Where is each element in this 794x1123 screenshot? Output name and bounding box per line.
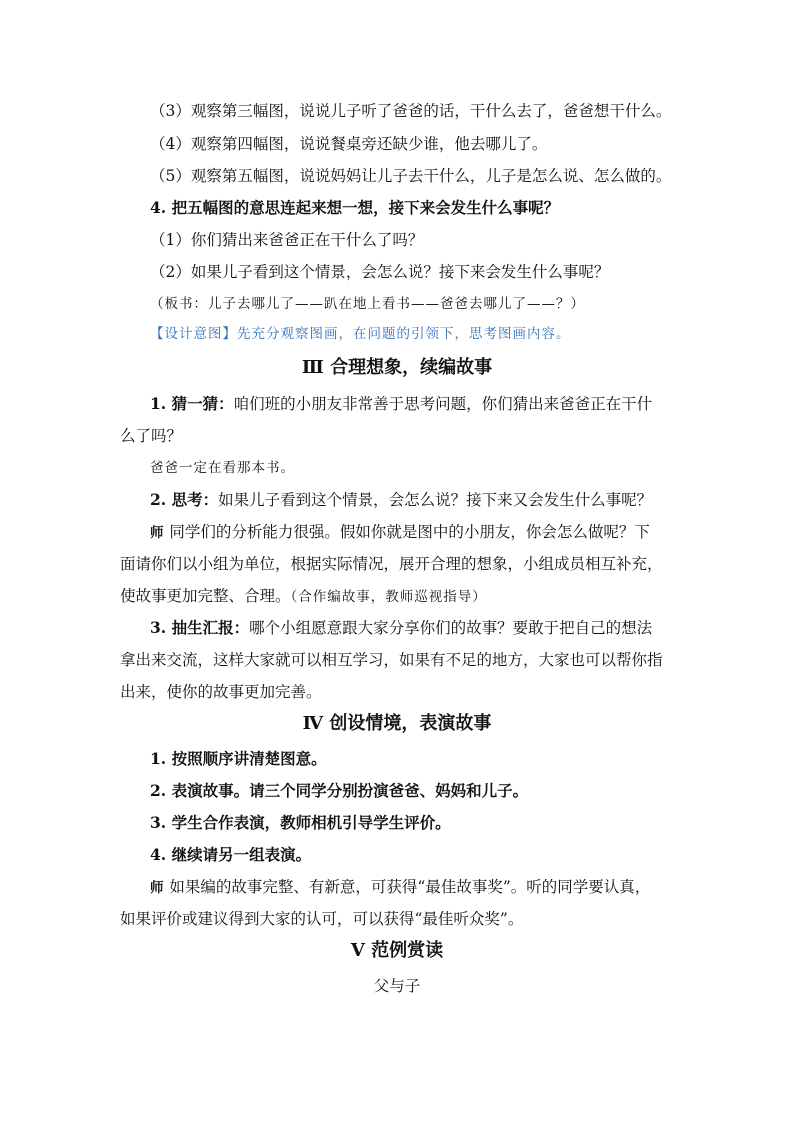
perform-item-4: 4. 继续请另一组表演。 xyxy=(150,845,312,864)
award-text-1: 如果编的故事完整、有新意，可获得“最佳故事奖”。听的同学要认真， xyxy=(164,878,651,896)
teacher-note: （合作编故事，教师巡视指导） xyxy=(290,589,487,605)
award-paragraph-cont: 如果评价或建议得到大家的认可，可以获得“最佳听众奖”。 xyxy=(120,910,524,928)
think-label: 2. 思考： xyxy=(150,490,219,509)
section-4-heading: Ⅳ 创设情境，表演故事 xyxy=(302,713,492,734)
report-paragraph xyxy=(150,617,710,639)
teacher-paragraph-cont-1: 面请你们以小组为单位，根据实际情况，展开合理的想象，小组成员相互补充， xyxy=(120,555,663,573)
section-5-heading: Ⅴ 范例赏读 xyxy=(350,940,444,961)
section-3-paragraph-1-cont: 么了吗？ xyxy=(120,427,183,445)
question-2: （2）如果儿子看到这个情景，会怎么说？接下来会发生什么事呢？ xyxy=(150,263,610,281)
design-intent-text: 先充分观察图画，在问题的引领下，思考图画内容。 xyxy=(237,326,571,342)
report-paragraph-cont-1: 拿出来交流，这样大家就可以相互学习，如果有不足的地方，大家也可以帮你指 xyxy=(120,651,663,669)
example-title: 父与子 xyxy=(373,977,421,995)
report-label: 3. 抽生汇报： xyxy=(150,618,250,637)
think-text: 如果儿子看到这个情景，会怎么说？接下来又会发生什么事呢？ xyxy=(218,491,653,509)
design-intent-tag: 【设计意图】 xyxy=(150,326,237,342)
section-3-paragraph-1 xyxy=(150,393,710,415)
question-1: （1）你们猜出来爸爸正在干什么了吗？ xyxy=(150,231,424,249)
teacher-text-3: 使故事更加完整、合理。 xyxy=(120,587,291,605)
item-observe-fourth-picture: （4）观察第四幅图，说说餐桌旁还缺少谁，他去哪儿了。 xyxy=(150,135,548,153)
section-3-paragraph-2 xyxy=(150,489,710,511)
teacher-paragraph-cont-2 xyxy=(120,585,680,608)
perform-item-2: 2. 表演故事。请三个同学分别扮演爸爸、妈妈和儿子。 xyxy=(150,781,529,800)
teacher-text-1: 同学们的分析能力很强。假如你就是图中的小朋友，你会怎么做呢？下 xyxy=(164,523,650,541)
perform-item-1: 1. 按照顺序讲清楚图意。 xyxy=(150,749,327,768)
guess-answer: 爸爸一定在看那本书。 xyxy=(150,460,295,476)
report-text-1: 哪个小组愿意跟大家分享你们的故事？要敢于把自己的想法 xyxy=(249,619,653,637)
award-paragraph xyxy=(150,876,710,899)
guess-text: 咱们班的小朋友非常善于思考问题，你们猜出来爸爸正在干什 xyxy=(233,395,653,413)
guess-label: 1. 猜一猜： xyxy=(150,394,234,413)
report-paragraph-cont-2: 出来，使你的故事更加完善。 xyxy=(120,683,322,701)
teacher-mark: 师 xyxy=(150,525,165,541)
award-teacher-mark: 师 xyxy=(150,880,165,896)
teacher-paragraph xyxy=(150,521,710,544)
perform-item-3: 3. 学生合作表演，教师相机引导学生评价。 xyxy=(150,813,451,832)
section-3-heading: Ⅲ 合理想象，续编故事 xyxy=(301,357,493,378)
item-observe-third-picture: （3）观察第三幅图，说说儿子听了爸爸的话，干什么去了，爸爸想干什么。 xyxy=(150,102,672,120)
design-intent xyxy=(150,323,710,345)
step-4-heading: 4. 把五幅图的意思连起来想一想，接下来会发生什么事呢？ xyxy=(150,198,560,217)
item-observe-fifth-picture: （5）观察第五幅图，说说妈妈让儿子去干什么，儿子是怎么说、怎么做的。 xyxy=(150,167,672,185)
blackboard-note: （板书：儿子去哪儿了——趴在地上看书——爸爸去哪儿了——？） xyxy=(150,296,585,312)
